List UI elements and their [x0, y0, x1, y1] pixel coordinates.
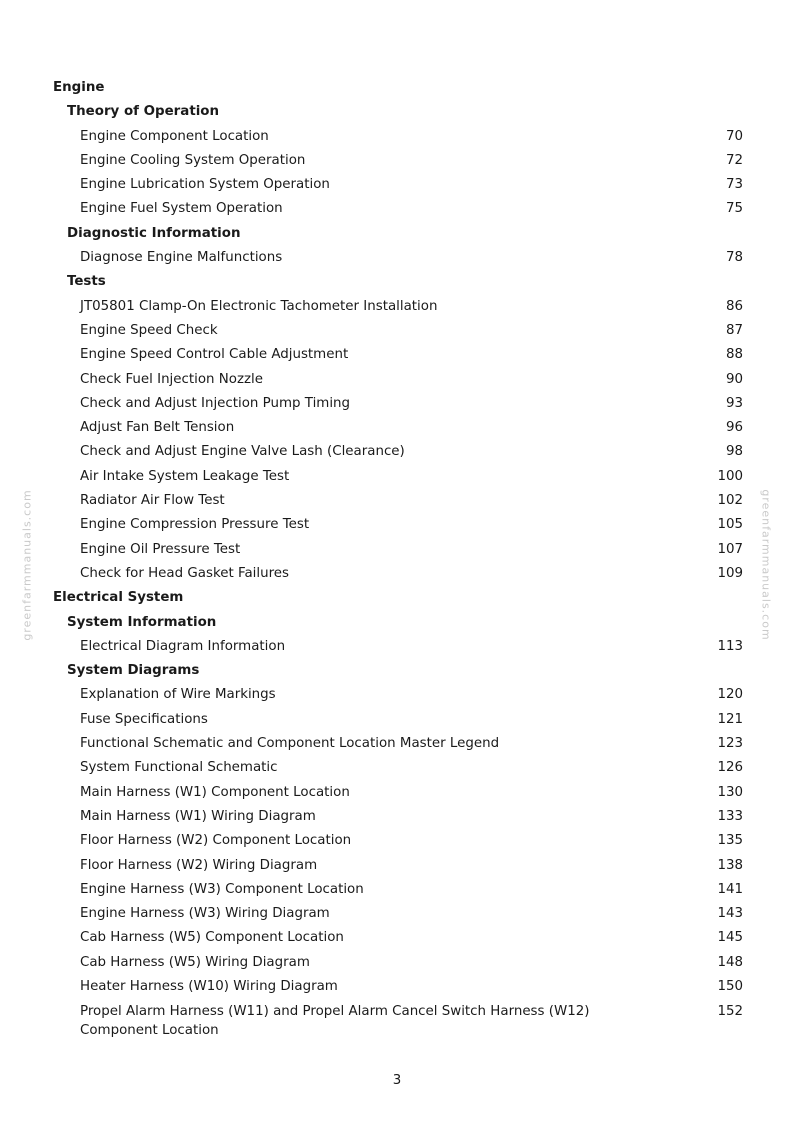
- toc-entry[interactable]: [53, 951, 743, 975]
- table-of-contents: [53, 76, 743, 1040]
- toc-page-number: 72: [725, 152, 743, 168]
- toc-entry-title: Check for Head Gasket Failures: [80, 565, 289, 581]
- toc-entry[interactable]: [53, 489, 743, 513]
- toc-entry-title: Engine Fuel System Operation: [80, 201, 283, 217]
- toc-entry[interactable]: [53, 125, 743, 149]
- toc-entry-title: Propel Alarm Harness (W11) and Propel Alarm Cancel Switch Harness (W12) Component Location: [80, 1004, 590, 1039]
- toc-entry[interactable]: [53, 902, 743, 926]
- toc-entry[interactable]: [53, 465, 743, 489]
- toc-entry-title: Main Harness (W1) Component Location: [80, 784, 350, 800]
- toc-section-heading: [53, 586, 743, 610]
- toc-entry[interactable]: [53, 149, 743, 173]
- toc-entry[interactable]: [53, 368, 743, 392]
- toc-entry-title: Engine Speed Check: [80, 322, 218, 338]
- toc-page-number: 73: [725, 177, 743, 193]
- toc-entry[interactable]: [53, 319, 743, 343]
- toc-entry-title: Electrical Diagram Information: [80, 638, 286, 654]
- toc-entry[interactable]: [53, 392, 743, 416]
- toc-entry-title: Check Fuel Injection Nozzle: [80, 371, 264, 387]
- toc-entry-title: Diagnose Engine Malfunctions: [80, 250, 283, 266]
- toc-entry-title: Explanation of Wire Markings: [80, 687, 276, 703]
- toc-page-number: 121: [717, 711, 743, 727]
- toc-page-number: 152: [717, 1004, 743, 1020]
- toc-page-number: 88: [725, 347, 743, 363]
- toc-page-number: 123: [717, 736, 743, 752]
- toc-entry[interactable]: [53, 878, 743, 902]
- toc-page-number: 100: [717, 468, 743, 484]
- page-number: 3: [392, 1073, 402, 1088]
- toc-entry-title: Cab Harness (W5) Component Location: [80, 930, 344, 946]
- toc-subsection-heading: [53, 100, 743, 124]
- toc-page-number: 143: [717, 906, 743, 922]
- toc-section-heading: [53, 76, 743, 100]
- toc-subsection-heading-title: Tests: [67, 274, 106, 290]
- toc-entry-title: Air Intake System Leakage Test: [80, 468, 290, 484]
- toc-page-number: 109: [717, 565, 743, 581]
- toc-subsection-heading-title: System Diagrams: [67, 663, 200, 679]
- toc-subsection-heading: [53, 611, 743, 635]
- toc-entry[interactable]: [53, 295, 743, 319]
- toc-page-number: 70: [725, 128, 743, 144]
- toc-entry[interactable]: [53, 999, 743, 1040]
- toc-page-number: 150: [717, 978, 743, 994]
- toc-entry-title: Cab Harness (W5) Wiring Diagram: [80, 954, 310, 970]
- toc-entry-title: Engine Compression Pressure Test: [80, 517, 310, 533]
- toc-subsection-heading-title: System Information: [67, 614, 217, 630]
- toc-entry[interactable]: [53, 732, 743, 756]
- toc-entry[interactable]: [53, 829, 743, 853]
- toc-page-number: 102: [717, 493, 743, 509]
- toc-entry-title: Floor Harness (W2) Component Location: [80, 833, 352, 849]
- toc-page-number: 135: [717, 833, 743, 849]
- toc-entry[interactable]: [53, 173, 743, 197]
- watermark-right: greenfarmmanuals.com: [759, 489, 773, 641]
- toc-page-number: 130: [717, 784, 743, 800]
- toc-entry[interactable]: [53, 805, 743, 829]
- toc-page-number: 113: [717, 638, 743, 654]
- toc-subsection-heading-title: Diagnostic Information: [67, 225, 241, 241]
- toc-entry-title: System Functional Schematic: [80, 760, 278, 776]
- toc-page-number: 133: [717, 808, 743, 824]
- toc-entry-title: Main Harness (W1) Wiring Diagram: [80, 808, 316, 824]
- toc-entry[interactable]: [53, 538, 743, 562]
- toc-entry[interactable]: [53, 513, 743, 537]
- toc-entry-title: Engine Harness (W3) Wiring Diagram: [80, 906, 330, 922]
- toc-subsection-heading: [53, 222, 743, 246]
- toc-page-number: 126: [717, 760, 743, 776]
- toc-section-heading-title: Electrical System: [53, 590, 184, 606]
- toc-entry-title: Engine Harness (W3) Component Location: [80, 881, 364, 897]
- toc-entry-title: Engine Speed Control Cable Adjustment: [80, 347, 349, 363]
- toc-entry[interactable]: [53, 635, 743, 659]
- toc-page-number: 141: [717, 881, 743, 897]
- toc-entry[interactable]: [53, 440, 743, 464]
- toc-entry[interactable]: [53, 197, 743, 221]
- toc-entry-title: JT05801 Clamp-On Electronic Tachometer Installation: [80, 298, 438, 314]
- toc-entry-title: Check and Adjust Injection Pump Timing: [80, 395, 351, 411]
- toc-subsection-heading: [53, 659, 743, 683]
- toc-page-number: 93: [725, 395, 743, 411]
- toc-page-number: 90: [725, 371, 743, 387]
- toc-entry-title: Radiator Air Flow Test: [80, 493, 225, 509]
- toc-entry[interactable]: [53, 246, 743, 270]
- toc-subsection-heading-title: Theory of Operation: [67, 104, 220, 120]
- toc-entry-title: Engine Lubrication System Operation: [80, 177, 330, 193]
- toc-page-number: 120: [717, 687, 743, 703]
- toc-page-number: 138: [717, 857, 743, 873]
- toc-page-number: 105: [717, 517, 743, 533]
- toc-page-number: 148: [717, 954, 743, 970]
- toc-entry-title: Engine Oil Pressure Test: [80, 541, 241, 557]
- toc-entry[interactable]: [53, 975, 743, 999]
- toc-entry-title: Functional Schematic and Component Location Master Legend: [80, 736, 500, 752]
- toc-entry-title: Adjust Fan Belt Tension: [80, 420, 235, 436]
- toc-page-number: 75: [725, 201, 743, 217]
- toc-entry[interactable]: [53, 683, 743, 707]
- toc-entry-title: Engine Cooling System Operation: [80, 152, 306, 168]
- toc-section-heading-title: Engine: [53, 80, 105, 95]
- toc-entry[interactable]: [53, 416, 743, 440]
- toc-page-number: 98: [725, 444, 743, 460]
- toc-entry[interactable]: [53, 926, 743, 950]
- toc-entry[interactable]: [53, 854, 743, 878]
- toc-page-number: 145: [717, 930, 743, 946]
- toc-entry[interactable]: [53, 708, 743, 732]
- toc-entry[interactable]: [53, 343, 743, 367]
- watermark-left: greenfarmmanuals.com: [20, 489, 34, 641]
- toc-entry-title: Check and Adjust Engine Valve Lash (Clearance): [80, 444, 405, 460]
- toc-page-number: 107: [717, 541, 743, 557]
- toc-entry[interactable]: [53, 781, 743, 805]
- toc-page-number: 78: [725, 250, 743, 266]
- toc-entry[interactable]: [53, 756, 743, 780]
- toc-page-number: 96: [725, 420, 743, 436]
- toc-subsection-heading: [53, 270, 743, 294]
- toc-entry-title: Fuse Specifications: [80, 711, 208, 727]
- toc-entry[interactable]: [53, 562, 743, 586]
- toc-page-number: 87: [725, 322, 743, 338]
- toc-entry-title: Engine Component Location: [80, 128, 269, 144]
- toc-page-number: 86: [725, 298, 743, 314]
- toc-entry-title: Heater Harness (W10) Wiring Diagram: [80, 978, 338, 994]
- toc-entry-title: Floor Harness (W2) Wiring Diagram: [80, 857, 318, 873]
